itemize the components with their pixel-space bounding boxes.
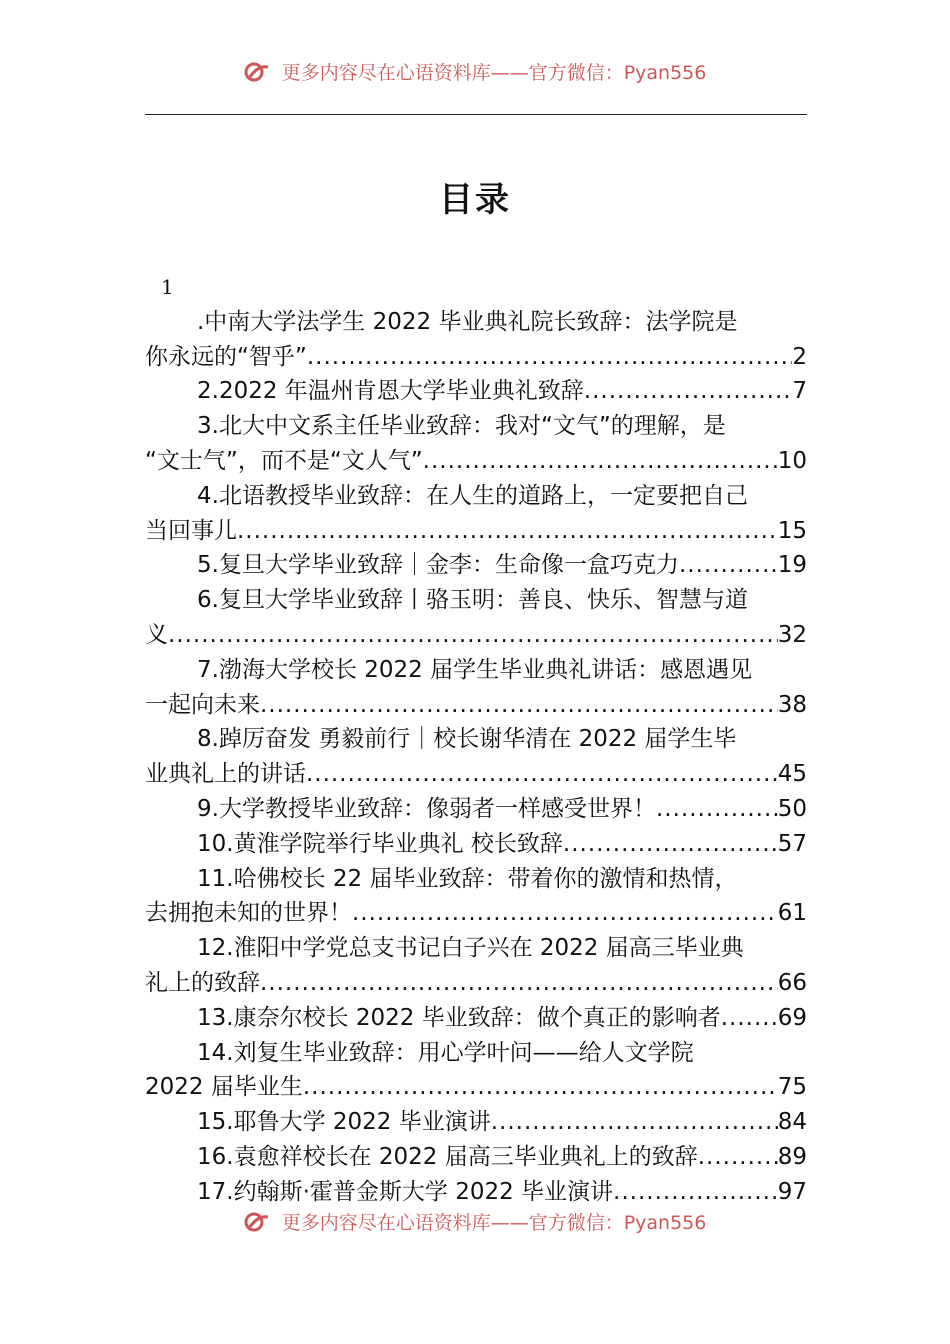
watermark-footer <box>0 1208 950 1234</box>
toc-entry-title: 17.约翰斯·霍普金斯大学 2022 毕业演讲 <box>197 1178 614 1205</box>
toc-leader-dots <box>352 896 778 931</box>
watermark-header <box>0 58 950 84</box>
toc-entry-title: 8.踔厉奋发 勇毅前行｜校长谢华清在 2022 届学生毕 <box>197 726 737 753</box>
toc-entry-title: 3.北大中文系主任毕业致辞：我对“文气”的理解，是 <box>197 413 726 440</box>
toc-entry-line <box>145 409 807 444</box>
toc-leader-dots <box>260 688 778 723</box>
toc-entry[interactable] <box>145 653 807 723</box>
toc-page-number: 15 <box>777 517 807 544</box>
toc-page-number: 10 <box>777 447 807 474</box>
watermark-text: 更多内容尽在心语资料库——官方微信：Pyan556 <box>281 1212 707 1234</box>
toc-entry[interactable] <box>145 722 807 792</box>
toc-entry[interactable] <box>145 479 807 549</box>
toc-entry-title: 你永远的“智乎” <box>145 343 307 370</box>
toc-entry[interactable] <box>145 1036 807 1106</box>
toc-leader-dots <box>679 548 778 583</box>
toc-entry-line <box>145 931 807 966</box>
toc-leader-dots <box>656 792 778 827</box>
toc-entry-line <box>145 583 807 618</box>
logo-icon <box>244 1211 270 1233</box>
toc-entry-title: 10.黄淮学院举行毕业典礼 校长致辞 <box>197 830 563 857</box>
toc-entry-title: 义 <box>145 621 168 648</box>
toc-entry-title: 13.康奈尔校长 2022 毕业致辞：做个真正的影响者 <box>197 1004 721 1031</box>
page-title: 目录 <box>439 180 511 220</box>
toc-entry-title: “文士气”，而不是“文人气” <box>145 447 423 474</box>
toc-entry-line <box>145 479 807 514</box>
toc-entry-line <box>145 688 807 723</box>
toc-entry-title: 7.渤海大学校长 2022 届学生毕业典礼讲话：感恩遇见 <box>197 656 753 683</box>
toc-entry[interactable] <box>145 827 807 862</box>
toc-page-number: 84 <box>777 1109 807 1136</box>
toc-entry-title: 5.复旦大学毕业致辞｜金李：生命像一盒巧克力 <box>197 552 679 579</box>
toc-entry-line <box>145 862 807 897</box>
toc-entry[interactable] <box>145 1001 807 1036</box>
toc-page-number: 7 <box>792 378 807 405</box>
toc-page-number: 38 <box>777 691 807 718</box>
toc-entry-line <box>145 548 807 583</box>
toc-entry-line <box>145 514 807 549</box>
toc-entry[interactable] <box>145 1140 807 1175</box>
toc-page-number: 50 <box>777 795 807 822</box>
toc-page-number: 57 <box>777 830 807 857</box>
toc-entry-title: 11.哈佛校长 22 届毕业致辞：带着你的激情和热情， <box>197 865 738 892</box>
toc-leader-dots <box>613 1175 778 1210</box>
toc-entry-title: 12.淮阳中学党总支书记白子兴在 2022 届高三毕业典 <box>197 935 744 962</box>
toc-entry[interactable] <box>145 1175 807 1210</box>
toc-entry-line <box>145 757 807 792</box>
toc-page-number: 61 <box>777 900 807 927</box>
toc-entry-title: 当回事儿 <box>145 517 237 544</box>
toc-entry-title: 9.大学教授毕业致辞：像弱者一样感受世界！ <box>197 795 656 822</box>
toc-entry-line <box>145 374 807 409</box>
header-divider <box>145 114 807 115</box>
toc-leader-dots <box>423 444 778 479</box>
toc-entry-line <box>145 1070 807 1105</box>
toc-entry-line <box>145 618 807 653</box>
toc-entry-title: 14.刘复生毕业致辞：用心学叶问——给人文学院 <box>197 1039 694 1066</box>
toc-first-number: 1 <box>161 275 174 299</box>
toc-page-number: 97 <box>777 1178 807 1205</box>
toc-entry-title: 6.复旦大学毕业致辞丨骆玉明：善良、快乐、智慧与道 <box>197 587 748 614</box>
toc-entry-title: 4.北语教授毕业致辞：在人生的道路上，一定要把自己 <box>197 482 748 509</box>
toc-entry-line <box>145 1001 807 1036</box>
toc-entry[interactable] <box>145 305 807 375</box>
toc-entry-line <box>145 1105 807 1140</box>
toc-entry-line <box>145 444 807 479</box>
toc-entry-title: 16.袁愈祥校长在 2022 届高三毕业典礼上的致辞 <box>197 1143 698 1170</box>
toc-leader-dots <box>303 1070 778 1105</box>
toc-entry-line <box>145 896 807 931</box>
toc-leader-dots <box>237 514 778 549</box>
toc-leader-dots <box>584 374 793 409</box>
toc-page-number: 19 <box>777 552 807 579</box>
toc-entry-title: 15.耶鲁大学 2022 毕业演讲 <box>197 1109 491 1136</box>
toc-entry-line <box>145 827 807 862</box>
toc-entries <box>145 305 807 1210</box>
toc-leader-dots <box>306 757 778 792</box>
toc-entry-line <box>145 340 807 375</box>
table-of-contents <box>145 270 807 1210</box>
toc-entry[interactable] <box>145 374 807 409</box>
toc-leader-dots <box>721 1001 778 1036</box>
toc-entry-title: 一起向未来 <box>145 691 260 718</box>
toc-page-number: 66 <box>777 969 807 996</box>
toc-leader-dots <box>260 966 778 1001</box>
toc-entry-title: 业典礼上的讲话 <box>145 761 306 788</box>
toc-leader-dots <box>698 1140 778 1175</box>
toc-entry-title: 2022 届毕业生 <box>145 1074 303 1101</box>
toc-page-number: 75 <box>777 1074 807 1101</box>
toc-leader-dots <box>307 340 793 375</box>
toc-entry-title: 去拥抱未知的世界！ <box>145 900 352 927</box>
toc-entry-line <box>145 1036 807 1071</box>
toc-leader-dots <box>168 618 778 653</box>
toc-entry-line <box>145 1175 807 1210</box>
toc-entry-line <box>145 966 807 1001</box>
logo-icon <box>244 61 270 83</box>
toc-entry[interactable] <box>145 792 807 827</box>
toc-entry-line <box>145 722 807 757</box>
toc-entry[interactable] <box>145 1105 807 1140</box>
toc-entry-line <box>145 1140 807 1175</box>
toc-leader-dots <box>491 1105 778 1140</box>
toc-page-number: 2 <box>792 343 807 370</box>
toc-entry-line <box>145 792 807 827</box>
toc-entry[interactable] <box>145 931 807 1001</box>
toc-entry[interactable] <box>145 862 807 932</box>
toc-page-number: 89 <box>777 1143 807 1170</box>
toc-entry[interactable] <box>145 583 807 653</box>
toc-entry[interactable] <box>145 548 807 583</box>
toc-entry[interactable] <box>145 409 807 479</box>
toc-page-number: 69 <box>777 1004 807 1031</box>
toc-page-number: 32 <box>777 621 807 648</box>
toc-entry-title: 2.2022 年温州肯恩大学毕业典礼致辞 <box>197 378 584 405</box>
toc-entry-line <box>145 305 807 340</box>
toc-entry-title: .中南大学法学生 2022 毕业典礼院长致辞：法学院是 <box>197 308 738 335</box>
toc-page-number: 45 <box>777 761 807 788</box>
toc-leader-dots <box>563 827 778 862</box>
toc-entry-line <box>145 653 807 688</box>
toc-entry-title: 礼上的致辞 <box>145 969 260 996</box>
watermark-text: 更多内容尽在心语资料库——官方微信：Pyan556 <box>281 62 707 84</box>
